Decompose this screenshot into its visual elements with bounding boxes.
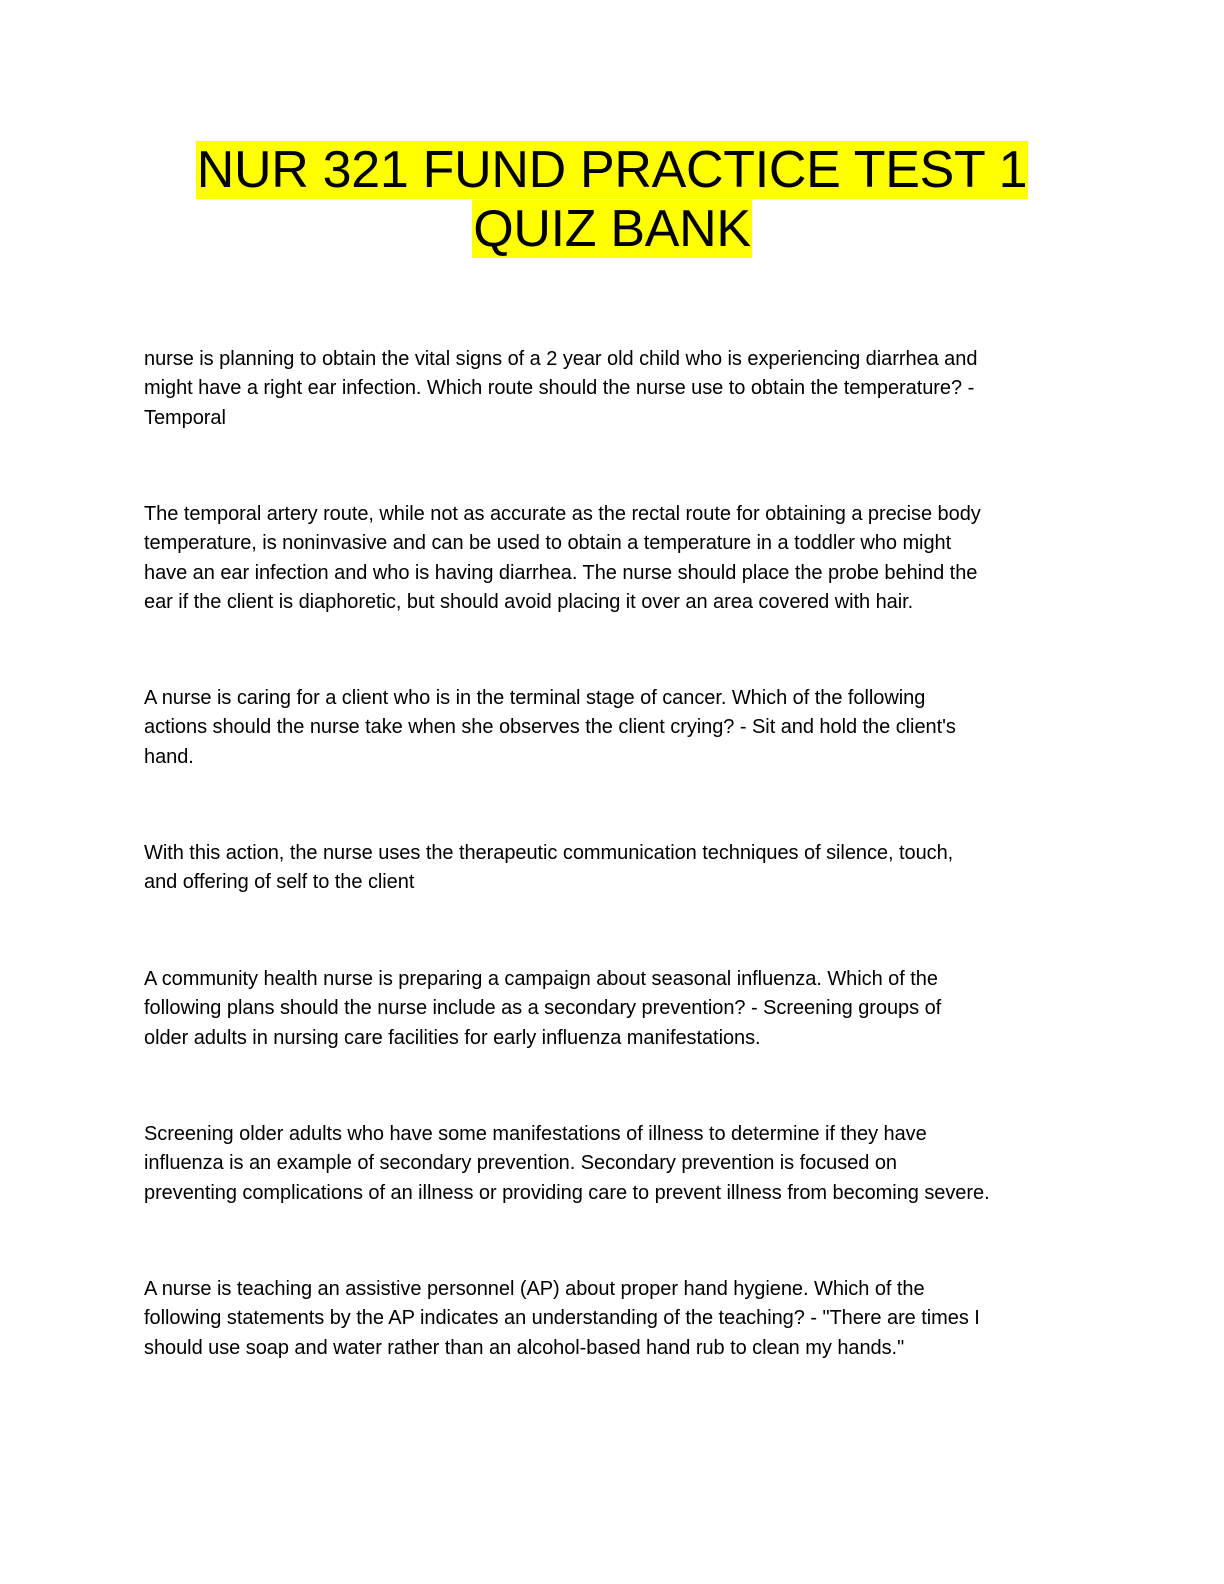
text-line: nurse is planning to obtain the vital signs of a 2 year old child who is experiencing diarrhea and — [144, 348, 978, 370]
rationale-paragraph — [144, 500, 1084, 618]
document-title — [0, 141, 1224, 259]
question-paragraph — [144, 345, 1084, 433]
text-line: temperature, is noninvasive and can be used to obtain a temperature in a toddler who might — [144, 532, 952, 555]
text-line: The temporal artery route, while not as accurate as the rectal route for obtaining a precise body — [144, 503, 981, 525]
text-line: have an ear infection and who is having diarrhea. The nurse should place the probe behind the — [144, 561, 978, 584]
text-line: actions should the nurse take when she observes the client crying? - Sit and hold the client's — [144, 716, 956, 739]
rationale-paragraph — [144, 839, 1084, 898]
title-highlight-1: NUR 321 FUND PRACTICE TEST 1 — [196, 141, 1028, 199]
text-line: A nurse is teaching an assistive personnel (AP) about proper hand hygiene. Which of the — [144, 1278, 925, 1300]
text-line: following plans should the nurse include as a secondary prevention? - Screening groups of — [144, 997, 942, 1020]
text-line: influenza is an example of secondary prevention. Secondary prevention is focused on — [144, 1152, 897, 1175]
text-line: might have a right ear infection. Which route should the nurse use to obtain the temperature? - — [144, 377, 975, 400]
text-line: following statements by the AP indicates an understanding of the teaching? - "There are times I — [144, 1307, 980, 1330]
question-paragraph — [144, 684, 1084, 772]
title-highlight-2: QUIZ BANK — [473, 200, 751, 258]
title-line-2 — [0, 200, 1224, 259]
text-line: and offering of self to the client — [144, 871, 415, 894]
text-line: older adults in nursing care facilities for early influenza manifestations. — [144, 1026, 761, 1049]
text-line: A community health nurse is preparing a campaign about seasonal influenza. Which of the — [144, 968, 938, 990]
text-line: A nurse is caring for a client who is in the terminal stage of cancer. Which of the following — [144, 687, 926, 709]
question-paragraph — [144, 965, 1084, 1053]
text-line: With this action, the nurse uses the therapeutic communication techniques of silence, touch, — [144, 842, 954, 864]
title-line-1 — [0, 141, 1224, 200]
text-line: hand. — [144, 745, 194, 768]
text-line: should use soap and water rather than an alcohol-based hand rub to clean my hands." — [144, 1336, 905, 1359]
question-paragraph — [144, 1275, 1084, 1363]
text-line: Temporal — [144, 406, 226, 429]
text-line: preventing complications of an illness or providing care to prevent illness from becoming severe. — [144, 1181, 990, 1204]
rationale-paragraph — [144, 1120, 1084, 1208]
text-line: ear if the client is diaphoretic, but should avoid placing it over an area covered with hair. — [144, 591, 914, 614]
text-line: Screening older adults who have some manifestations of illness to determine if they have — [144, 1123, 927, 1145]
